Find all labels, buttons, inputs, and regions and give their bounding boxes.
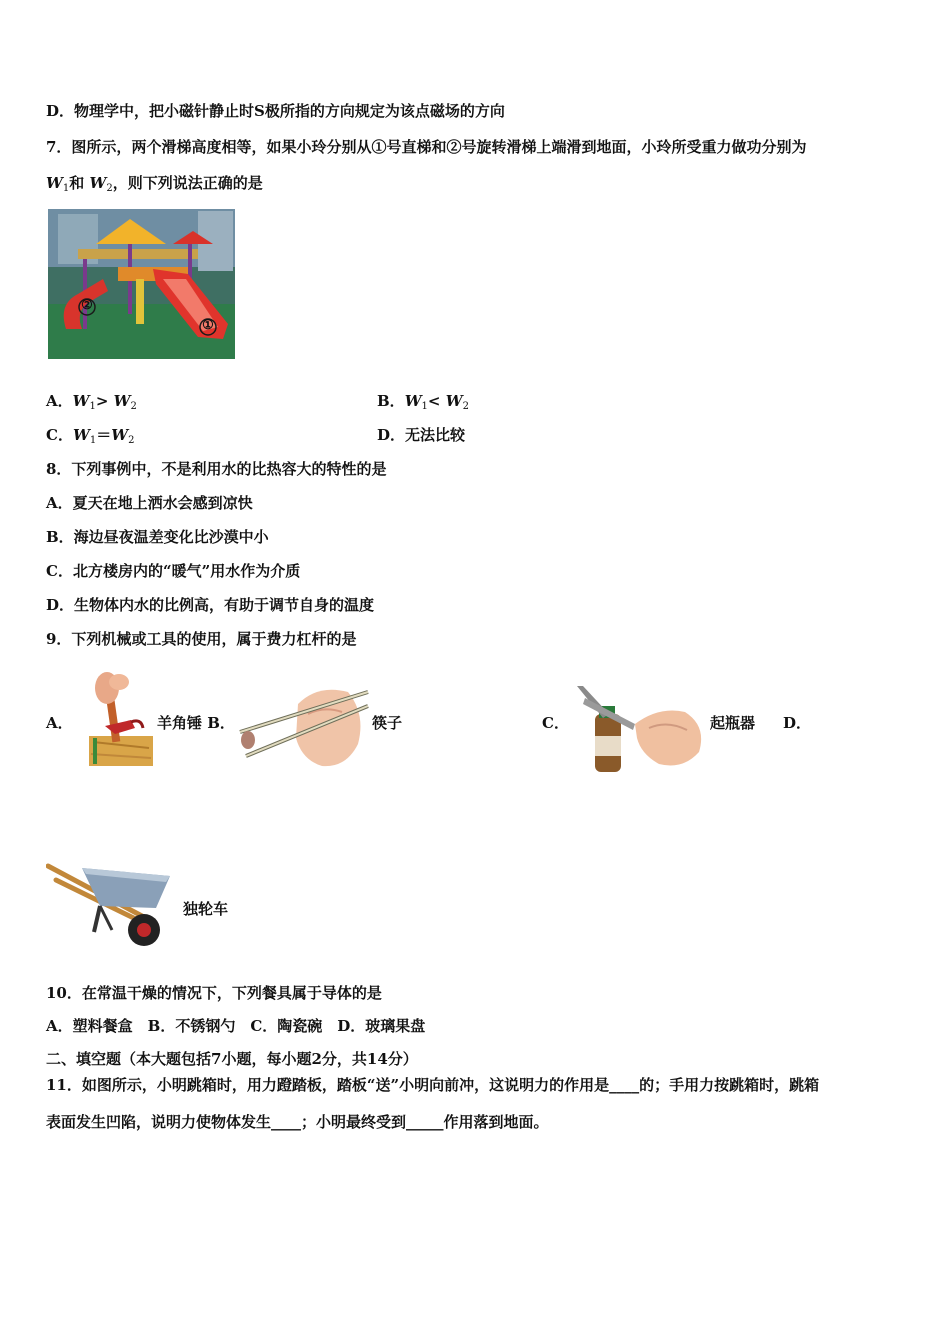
bottle-opener-image [575,684,709,772]
section2-title: 二、填空题（本大题包括7小题，每小题2分，共14分） [46,1050,418,1068]
q7-stem-line1: 7．图所示，两个滑梯高度相等，如果小玲分别从①号直梯和②号旋转滑梯上端滑到地面，小玲所受重力做功分别为 [46,138,807,156]
q10-options: A．塑料餐盒 B．不锈钢勺 C．陶瓷碗 D．玻璃果盘 [46,1017,426,1035]
q9-d-text: 独轮车 [183,900,229,918]
q9-b-label: B． [207,714,235,732]
q7-option-b: B．$W_1< W_2$ [377,392,469,412]
q11-line2: 表面发生凹陷，说明力使物体发生____；小明最终受到_____作用落到地面。 [46,1113,549,1131]
q7-option-c: C．$W_1=W_2$ [46,426,135,446]
figure-mark-2: ② [81,298,93,313]
claw-hammer-image [85,668,157,768]
q8-option-b: B．海边昼夜温差变化比沙漠中小 [46,528,269,546]
q9-a-label: A． [46,714,73,732]
chopsticks-image [238,684,370,770]
q9-c-label: C． [542,714,569,732]
wheelbarrow-image [46,856,178,950]
q9-c-text: 起瓶器 [710,714,756,732]
q9-a-text: 羊角锤 B． [157,714,235,732]
q9-stem: 9．下列机械或工具的使用，属于费力杠杆的是 [46,630,357,648]
q8-option-a: A．夏天在地上洒水会感到凉快 [46,494,253,512]
figure-mark-1: ① [202,318,214,333]
q8-stem: 8．下列事例中，不是利用水的比热容大的特性的是 [46,460,387,478]
q7-option-a: A．$W_1> W_2$ [46,392,137,412]
q8-option-c: C．北方楼房内的“暖气”用水作为介质 [46,562,301,580]
q9-b-text: 筷子 [372,714,403,732]
q7-stem-line2: $W_1$和 $W_2$，则下列说法正确的是 [46,174,263,194]
playground-slides-figure [48,209,235,359]
q7-option-d: D．无法比较 [377,426,466,444]
q11-line1: 11．如图所示，小明跳箱时，用力蹬踏板，踏板“送”小明向前冲，这说明力的作用是____的；手用力按跳箱时，跳箱 [46,1076,820,1094]
q9-d-label: D． [783,714,812,732]
q10-stem: 10．在常温干燥的情况下，下列餐具属于导体的是 [46,984,382,1002]
q6-option-d: D．物理学中，把小磁针静止时S极所指的方向规定为该点磁场的方向 [46,102,505,120]
q8-option-d: D．生物体内水的比例高，有助于调节自身的温度 [46,596,375,614]
